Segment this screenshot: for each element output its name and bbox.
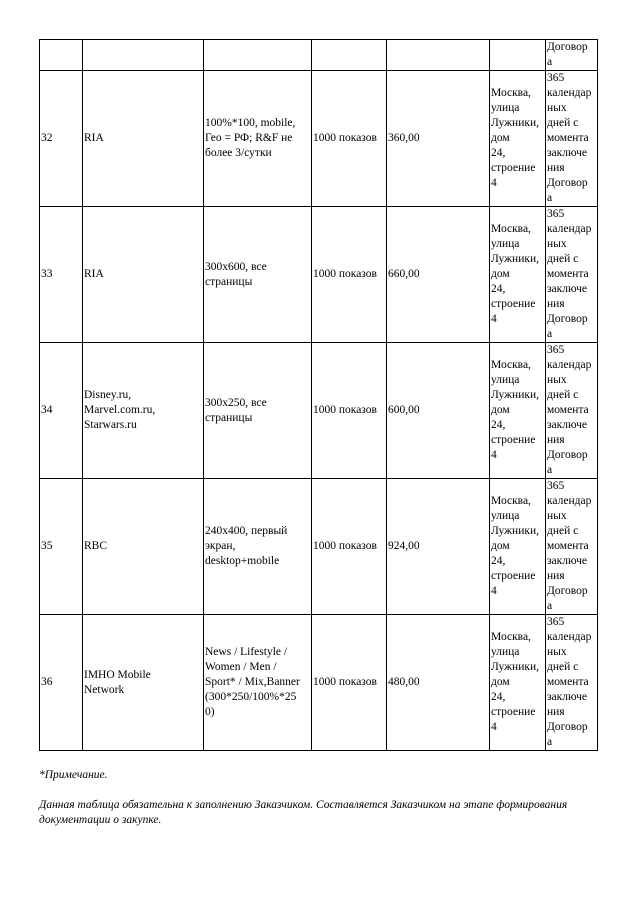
cell-site — [83, 343, 204, 479]
cell-address — [490, 343, 546, 479]
cell-price — [387, 343, 490, 479]
cell-site — [83, 71, 204, 207]
address-text: Москва, улица Лужники, дом 24, строение 4 — [491, 87, 539, 189]
unit-text: 1000 показов — [313, 676, 377, 688]
cell-num — [40, 40, 83, 71]
price-value: 660,00 — [388, 268, 420, 280]
table-row — [40, 479, 598, 615]
term-text: Договор а — [547, 41, 588, 68]
term-text: 365 календар ных дней с момента заключе ния Договор а — [547, 344, 592, 476]
cell-term — [546, 207, 598, 343]
price-value: 924,00 — [388, 540, 420, 552]
unit-text: 1000 показов — [313, 268, 377, 280]
cell-price — [387, 207, 490, 343]
cell-site — [83, 40, 204, 71]
site-name: RIA — [84, 132, 104, 144]
site-name: Disney.ru, Marvel.com.ru, Starwars.ru — [84, 389, 156, 431]
table-row — [40, 615, 598, 751]
price-value: 360,00 — [388, 132, 420, 144]
unit-text: 1000 показов — [313, 132, 377, 144]
site-name: IMHO Mobile Network — [84, 668, 151, 696]
cell-unit — [312, 479, 387, 615]
cell-site — [83, 479, 204, 615]
cell-term — [546, 343, 598, 479]
cell-site — [83, 207, 204, 343]
table-row — [40, 71, 598, 207]
row-number: 32 — [41, 132, 53, 144]
cell-unit — [312, 615, 387, 751]
cell-term — [546, 615, 598, 751]
cell-num — [40, 479, 83, 615]
cell-format — [204, 40, 312, 71]
cell-address — [490, 40, 546, 71]
cell-address — [490, 479, 546, 615]
term-text: 365 календар ных дней с момента заключе ния Договор а — [547, 480, 592, 612]
row-number: 36 — [41, 676, 53, 688]
cell-num — [40, 207, 83, 343]
cell-term — [546, 71, 598, 207]
term-text: 365 календар ных дней с момента заключе ния Договор а — [547, 72, 592, 204]
cell-price — [387, 479, 490, 615]
cell-term — [546, 40, 598, 71]
address-text: Москва, улица Лужники, дом 24, строение 4 — [491, 223, 539, 325]
cell-price — [387, 615, 490, 751]
procurement-table — [39, 39, 598, 751]
ad-format: 300х600, все страницы — [205, 260, 267, 288]
ad-format: 100%*100, mobile, Гео = РФ; R&F не более 3/сутки — [205, 117, 296, 159]
cell-format — [204, 615, 312, 751]
cell-price — [387, 71, 490, 207]
cell-num — [40, 71, 83, 207]
table-row — [40, 40, 598, 71]
table-row — [40, 207, 598, 343]
address-text: Москва, улица Лужники, дом 24, строение 4 — [491, 495, 539, 597]
site-name: RBC — [84, 540, 108, 552]
term-text: 365 календар ных дней с момента заключе ния Договор а — [547, 208, 592, 340]
row-number: 35 — [41, 540, 53, 552]
note-text: Данная таблица обязательна к заполнению Заказчиком. Составляется Заказчиком на этапе формирования документации о закупке. — [39, 799, 568, 826]
ad-format: News / Lifestyle / Women / Men / Sport* / Mix,Banner (300*250/100%*25 0) — [205, 646, 300, 718]
cell-term — [546, 479, 598, 615]
unit-text: 1000 показов — [313, 404, 377, 416]
cell-format — [204, 207, 312, 343]
cell-address — [490, 207, 546, 343]
unit-text: 1000 показов — [313, 540, 377, 552]
cell-format — [204, 479, 312, 615]
cell-unit — [312, 40, 387, 71]
cell-format — [204, 343, 312, 479]
table-row — [40, 343, 598, 479]
ad-format: 300х250, все страницы — [205, 396, 267, 424]
cell-num — [40, 343, 83, 479]
address-text: Москва, улица Лужники, дом 24, строение 4 — [491, 359, 539, 461]
price-value: 480,00 — [388, 676, 420, 688]
cell-price — [387, 40, 490, 71]
cell-address — [490, 615, 546, 751]
ad-format: 240х400, первый экран, desktop+mobile — [205, 525, 288, 567]
cell-address — [490, 71, 546, 207]
cell-site — [83, 615, 204, 751]
term-text: 365 календар ных дней с момента заключе ния Договор а — [547, 616, 592, 748]
cell-unit — [312, 207, 387, 343]
cell-unit — [312, 71, 387, 207]
note-title: *Примечание. — [39, 769, 108, 781]
site-name: RIA — [84, 268, 104, 280]
cell-format — [204, 71, 312, 207]
address-text: Москва, улица Лужники, дом 24, строение 4 — [491, 631, 539, 733]
row-number: 33 — [41, 268, 53, 280]
cell-num — [40, 615, 83, 751]
cell-unit — [312, 343, 387, 479]
row-number: 34 — [41, 404, 53, 416]
price-value: 600,00 — [388, 404, 420, 416]
